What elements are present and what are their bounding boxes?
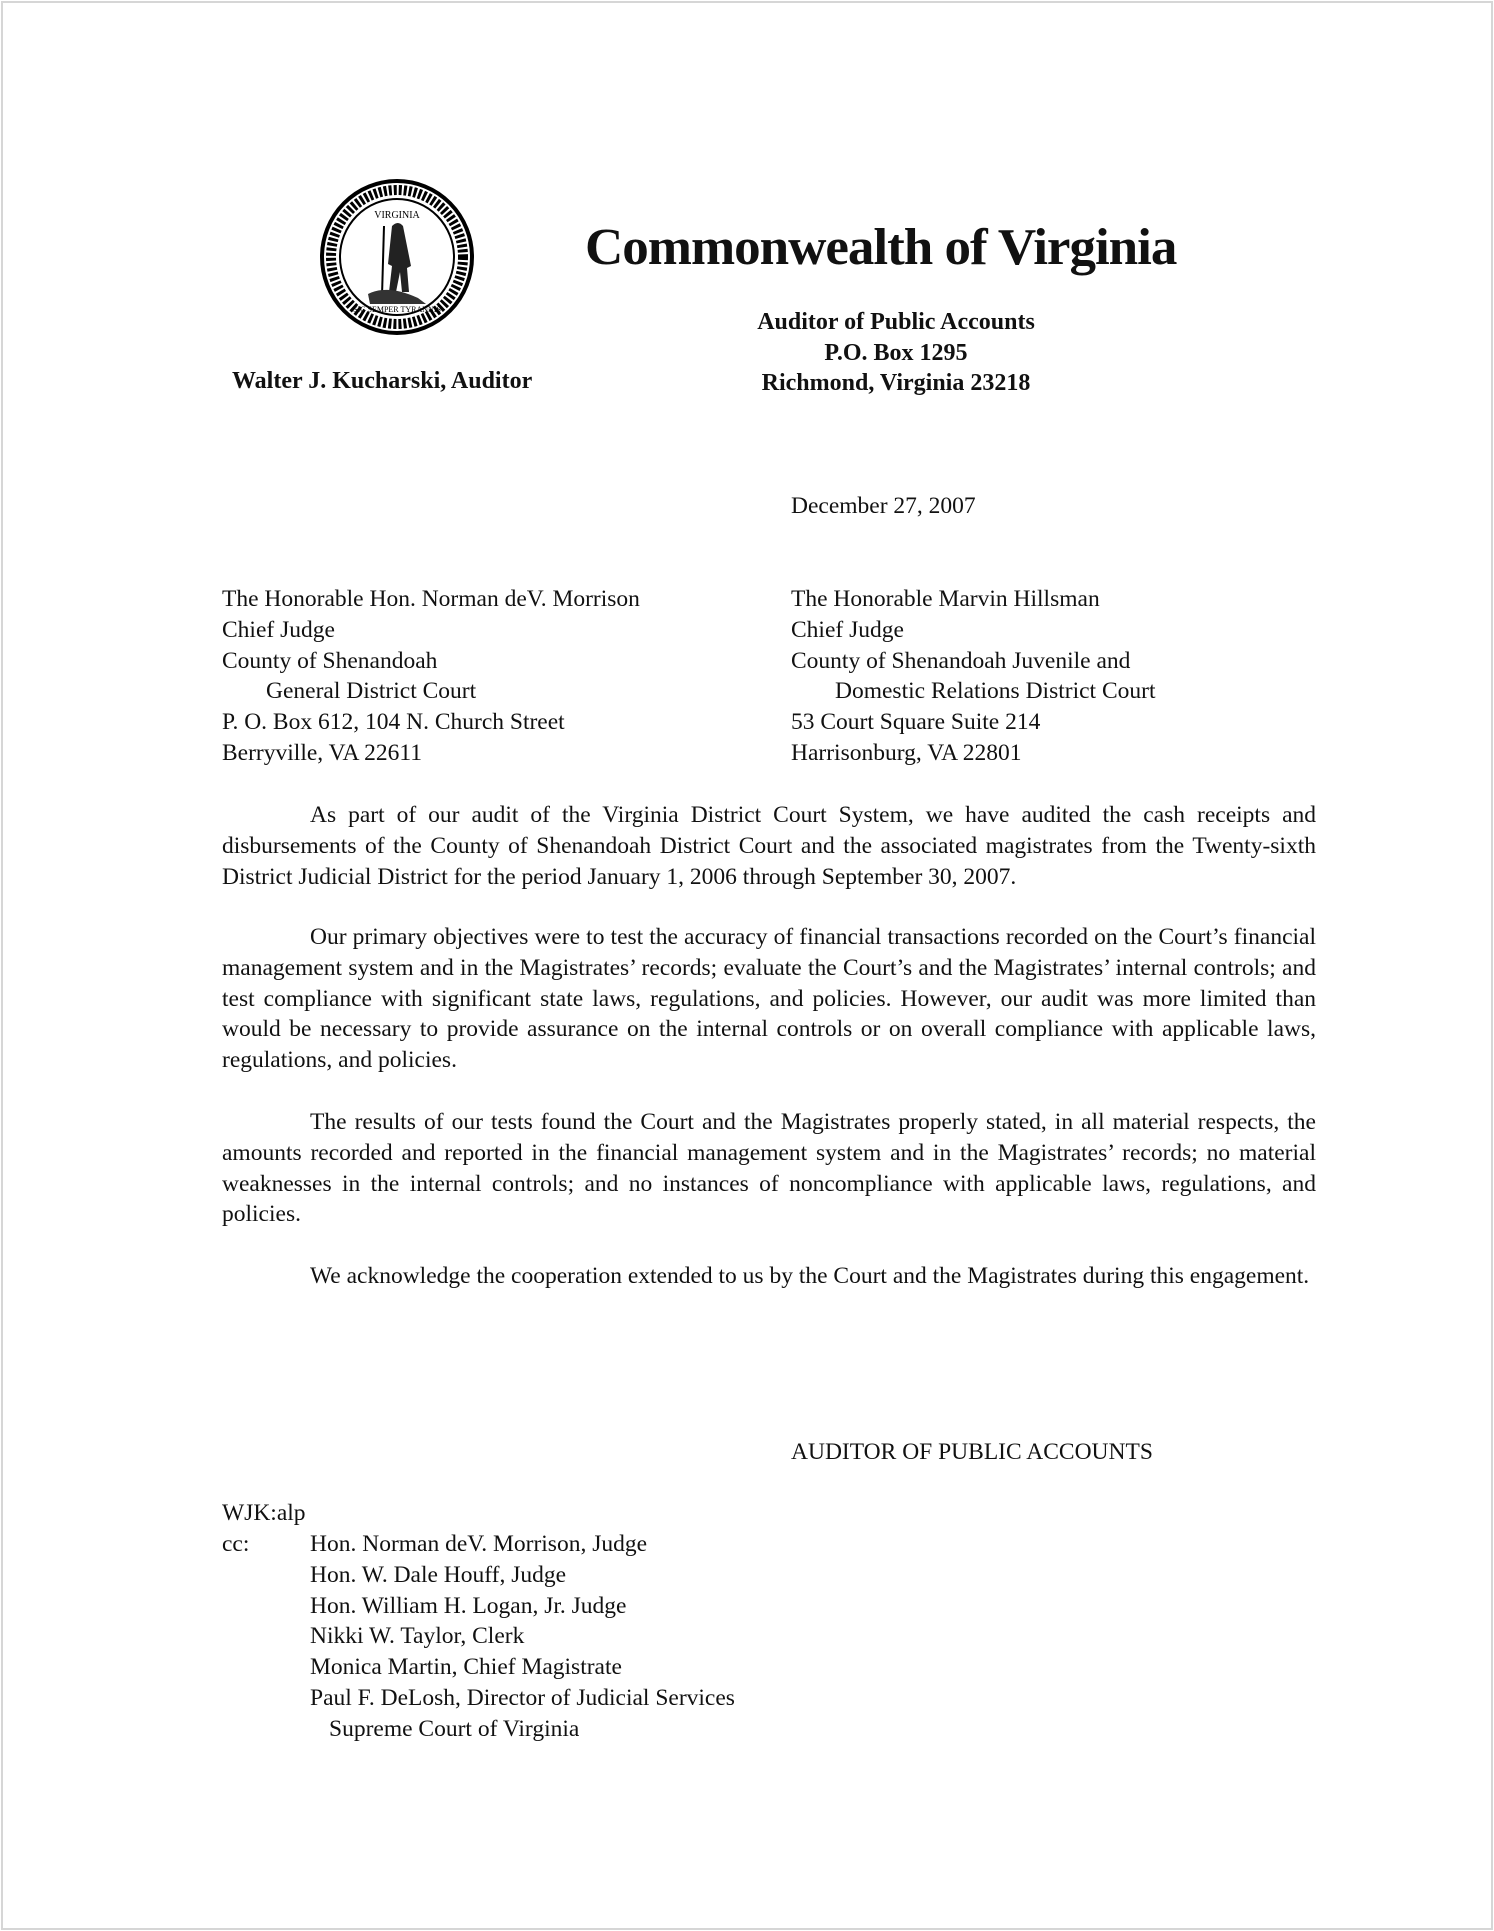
address-line: Chief Judge <box>791 616 904 643</box>
address-line: Chief Judge <box>222 616 335 643</box>
address-line: The Honorable Hon. Norman deV. Morrison <box>222 586 640 612</box>
address-line: Berryville, VA 22611 <box>222 739 422 766</box>
letter-date: December 27, 2007 <box>791 493 976 519</box>
address-line: 53 Court Square Suite 214 <box>791 709 1041 736</box>
cc-item: Nikki W. Taylor, Clerk <box>310 1623 525 1650</box>
cc-item: Hon. W. Dale Houff, Judge <box>310 1561 567 1588</box>
auditor-name: Walter J. Kucharski, Auditor <box>232 368 533 394</box>
address-line: Domestic Relations District Court <box>835 678 1156 705</box>
body-paragraph-2 <box>222 922 1316 1076</box>
recipient-address-2 <box>791 584 1155 769</box>
address-line: The Honorable Marvin Hillsman <box>791 586 1100 612</box>
office-address <box>686 307 1106 399</box>
cc-item: Hon. Norman deV. Morrison, Judge <box>310 1531 648 1557</box>
cc-item: Paul F. DeLosh, Director of Judicial Services <box>310 1684 735 1711</box>
office-name: Auditor of Public Accounts <box>757 309 1035 335</box>
address-line: Harrisonburg, VA 22801 <box>791 739 1022 766</box>
cc-item: Monica Martin, Chief Magistrate <box>310 1654 622 1681</box>
body-paragraph-1 <box>222 800 1316 892</box>
svg-text:VIRGINIA: VIRGINIA <box>374 210 420 221</box>
address-line: P. O. Box 612, 104 N. Church Street <box>222 709 565 736</box>
cc-item: Hon. William H. Logan, Jr. Judge <box>310 1592 627 1619</box>
cc-label: cc: <box>222 1531 250 1557</box>
body-paragraph-3 <box>222 1107 1316 1230</box>
office-city: Richmond, Virginia 23218 <box>761 370 1031 396</box>
virginia-seal-icon <box>318 178 476 336</box>
svg-text:SIC SEMPER TYRANNIS: SIC SEMPER TYRANNIS <box>353 305 441 314</box>
office-po-box: P.O. Box 1295 <box>824 339 968 366</box>
address-line: General District Court <box>266 678 477 705</box>
cc-list <box>310 1529 735 1745</box>
paragraph-text: We acknowledge the cooperation extended to us by the Court and the Magistrates during this engagement. <box>310 1263 1310 1289</box>
address-line: County of Shenandoah Juvenile and <box>791 647 1131 674</box>
initials: WJK:alp <box>222 1500 306 1526</box>
recipient-address-1 <box>222 584 640 769</box>
body-paragraph-4 <box>222 1261 1316 1292</box>
cc-item: Supreme Court of Virginia <box>329 1715 580 1742</box>
paragraph-text: Our primary objectives were to test the accuracy of financial transactions recorded on the Court’s financial management system and in the Magistrates’ records; evaluate the Court’s and the Magistrates’ internal controls; and test compliance with significant state laws, regulations, and policies. However, our audit was more limited than would be necessary to provide assurance on the internal controls or on overall compliance with applicable laws, regulations, and policies. <box>222 924 1316 1074</box>
paragraph-text: As part of our audit of the Virginia District Court System, we have audited the cash receipts and disbursements of the County of Shenandoah District Court and the associated magistrates from the Twenty-sixth District Judicial District for the period January 1, 2006 through September 30, 2007. <box>222 802 1316 890</box>
address-line: County of Shenandoah <box>222 647 438 674</box>
signature-block: AUDITOR OF PUBLIC ACCOUNTS <box>791 1439 1153 1465</box>
paragraph-text: The results of our tests found the Court and the Magistrates properly stated, in all material respects, the amounts recorded and reported in the financial management system and in the Magistrates’ records; no material weaknesses in the internal controls; and no instances of noncompliance with applicable laws, regulations, and policies. <box>222 1109 1316 1228</box>
letterhead-title: Commonwealth of Virginia <box>585 219 1177 276</box>
